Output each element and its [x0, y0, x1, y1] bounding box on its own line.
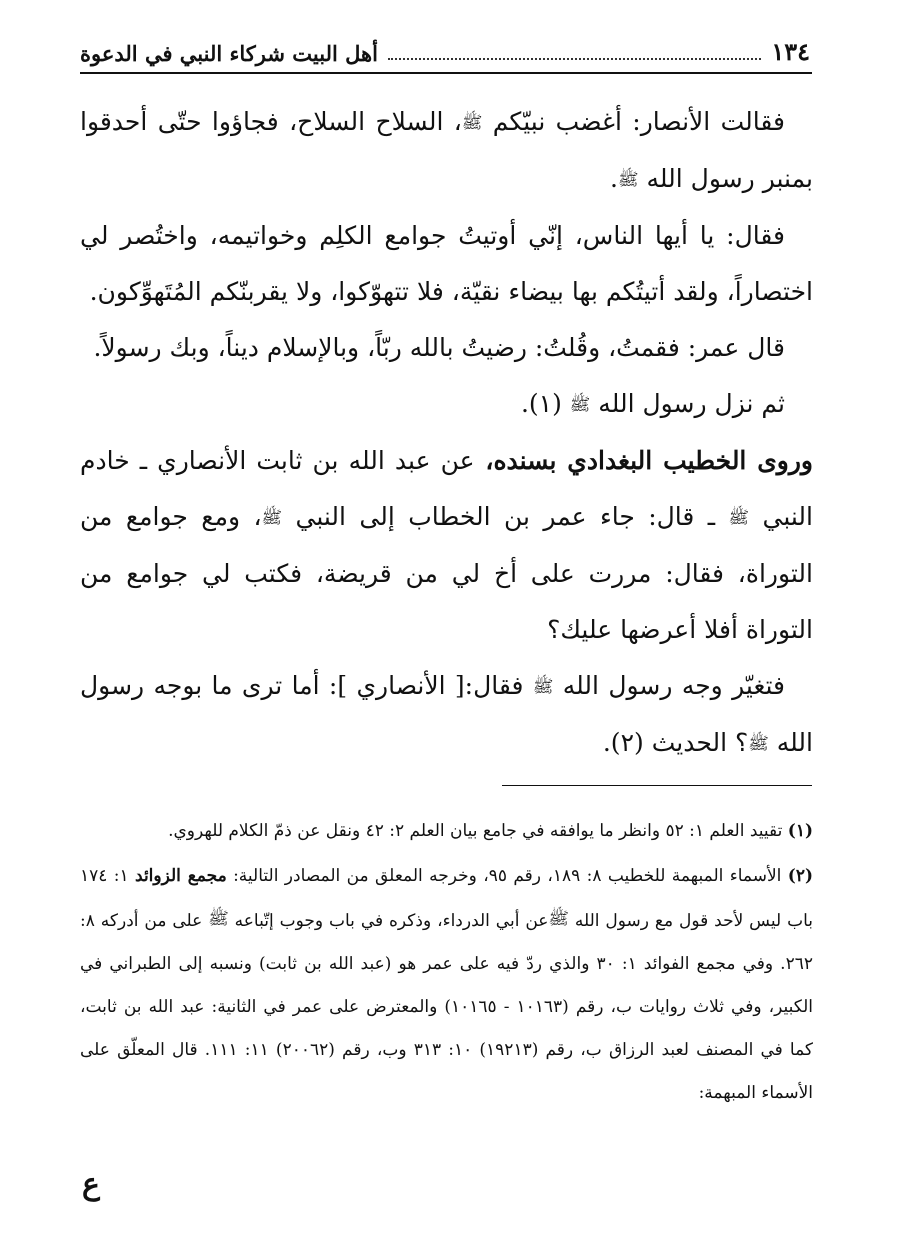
p5-text-b: عن عبد الله بن ثابت الأنصاري ـ خادم النبي	[80, 446, 813, 531]
sallallahu-glyph: ﷺ	[548, 909, 569, 929]
footnote-separator	[502, 785, 812, 786]
header-dotted-leader	[388, 58, 761, 60]
sallallahu-glyph: ﷺ	[569, 395, 591, 415]
sallallahu-glyph: ﷺ	[261, 508, 283, 528]
footnote-number: (٢)	[787, 866, 814, 886]
p5-text-d: ، ومع جوامع من التوراة، فقال: مررت على أخ لي من قريضة، فكتب لي جوامع من التوراة أفلا أعرضها عليك؟	[80, 502, 813, 644]
p5-text-bold: وروى الخطيب البغدادي بسنده،	[474, 446, 814, 475]
p1-text-b: ، السلاح السلاح، فجاؤوا حتّى أحدقوا بمنبر رسول الله	[80, 107, 813, 193]
p6-text-b: فقال:[ الأنصاري ]: أما ترى ما بوجه رسول الله	[80, 671, 813, 757]
running-title: أهل البيت شركاء النبي في الدعوة	[80, 41, 378, 66]
p1-text-a: فقالت الأنصار: أغضب نبيّكم	[482, 107, 786, 136]
footnotes	[80, 810, 813, 1117]
footnote-2-text-a: الأسماء المبهمة للخطيب ٨: ١٨٩، رقم ٩٥، وخرجه المعلق من المصادر التالية:	[226, 866, 788, 886]
page-number: ١٣٤	[771, 37, 810, 66]
page-header	[80, 30, 810, 70]
sallallahu-glyph: ﷺ	[532, 677, 554, 697]
sallallahu-glyph: ﷺ	[461, 113, 483, 133]
main-text	[80, 94, 813, 772]
sallallahu-glyph: ﷺ	[748, 734, 769, 754]
header-rule	[80, 72, 812, 74]
footnote-1-text: تقييد العلم ١: ٥٢ وانظر ما يوافقه في جامع بيان العلم ٢: ٤٢ ونقل عن ذمّ الكلام للهروي.	[168, 821, 788, 841]
p3-text: قال عمر: فقمتُ، وقُلتُ: رضيتُ بالله ربّاً، وبالإسلام ديناً، وبك رسولاً.	[93, 333, 785, 362]
footnote-2-text-e: على من أدركه ٨: ٢٦٢. وفي مجمع الفوائد ١: ٣٠ والذي ردّ فيه على عمر هو (عبد الله بن ثابت) ونسبه إلى الطبراني في الكبير، وفي ثلاث روايات ب، رقم (١٠١٦٣ - ١٠١٦٥) والمعترض على عمر في الثانية: عبد الله بن ثابت، كما في المصنف لعبد الرزاق ب، رقم (١٩٢١٣) ١٠: ٣١٣ وب، رقم (٢٠٠٦٢) ١١: ١١١. قال المعلّق على الأسماء المبهمة:	[80, 911, 814, 1103]
footnote-number: (١)	[787, 821, 813, 841]
p4-text-b: (١).	[520, 389, 570, 418]
paragraph-1	[80, 94, 813, 208]
paragraph-4	[80, 376, 813, 433]
p1-text-c: .	[610, 164, 618, 193]
p5-text-c: ـ قال: جاء عمر بن الخطاب إلى النبي	[282, 502, 729, 531]
p6-text-a: فتغيّر وجه رسول الله	[553, 671, 785, 700]
footnote-1	[80, 810, 813, 853]
paragraph-2	[80, 208, 813, 320]
footnote-2-text-c: ١: ١٧٤ باب ليس لأحد قول مع رسول الله	[80, 866, 813, 931]
paragraph-3	[80, 320, 813, 376]
sallallahu-glyph: ﷺ	[208, 909, 229, 929]
p6-text-c: ؟ الحديث (٢).	[602, 728, 749, 757]
sallallahu-glyph: ﷺ	[728, 508, 750, 528]
sallallahu-glyph: ﷺ	[617, 170, 639, 190]
footnote-2-bold-source: مجمع الزوائد	[135, 866, 227, 886]
p2-text: فقال: يا أيها الناس، إنّي أوتيتُ جوامع الكلِم وخواتيمه، واختُصر لي اختصاراً، ولقد أتيتُكم بها بيضاء نقيّة، فلا تتهوّكوا، ولا يقربنّكم المُتَهوِّكون.	[80, 221, 813, 306]
footnote-2-text-d: عن أبي الدرداء، وذكره في باب وجوب إتّباعه	[228, 911, 549, 931]
footnote-2	[80, 855, 813, 1115]
paragraph-5	[80, 433, 813, 658]
p4-text-a: ثم نزل رسول الله	[590, 389, 785, 418]
paragraph-6	[80, 658, 813, 772]
gathering-mark: ع	[82, 1167, 100, 1202]
